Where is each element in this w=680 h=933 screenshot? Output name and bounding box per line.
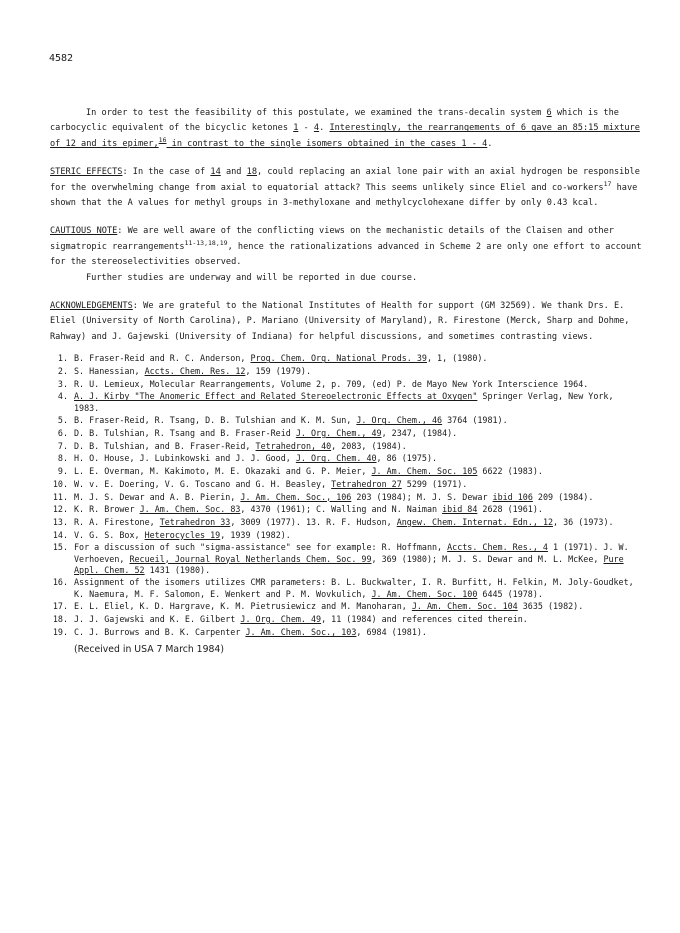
page-body bbox=[50, 106, 642, 657]
reference-number: 12. bbox=[52, 504, 68, 515]
reference-number: 3. bbox=[57, 378, 68, 389]
section-heading: STERIC EFFECTS bbox=[50, 167, 123, 178]
reference-item bbox=[50, 542, 642, 576]
reference-text: D. B. Tulshian, and B. Fraser-Reid, Tetrahedron, 40, 2083, (1984). bbox=[74, 440, 407, 451]
reference-item bbox=[50, 453, 642, 464]
references-list bbox=[50, 353, 642, 638]
reference-item bbox=[50, 366, 642, 377]
reference-number: 7. bbox=[57, 440, 68, 451]
reference-text: E. L. Eliel, K. D. Hargrave, K. M. Pietrusiewicz and M. Manoharan, J. Am. Chem. Soc. 104 3635 (1982). bbox=[74, 601, 584, 612]
reference-text: W. v. E. Doering, V. G. Toscano and G. H. Beasley, Tetrahedron 27 5299 (1971). bbox=[74, 478, 468, 489]
section-heading: ACKNOWLEDGEMENTS bbox=[50, 301, 133, 312]
reference-item bbox=[50, 479, 642, 490]
steric-effects-paragraph: STERIC EFFECTS: In the case of 14 and 18, could replacing an axial lone pair with an axial hydrogen be responsible for the overwhelming change from axial to equatorial attack? This seems unlikely since Eliel and co-workers$^{17}$ have shown that the A values for methyl groups in 3-methyloxane and methylcyclohexane differ by only 0.43 kcal. bbox=[50, 167, 640, 209]
reference-text: M. J. S. Dewar and A. B. Pierin, J. Am. Chem. Soc., 106 203 (1984); M. J. S. Dewar ibid 106 209 (1984). bbox=[74, 491, 594, 502]
reference-number: 9. bbox=[57, 466, 68, 477]
reference-item bbox=[50, 614, 642, 625]
reference-text: K. R. Brower J. Am. Chem. Soc. 83, 4370 (1961); C. Walling and N. Naiman ibid 84 2628 (1961). bbox=[74, 504, 543, 515]
section-heading: CAUTIOUS NOTE bbox=[50, 226, 118, 237]
reference-item bbox=[50, 415, 642, 426]
reference-number: 13. bbox=[52, 516, 68, 527]
reference-text: V. G. S. Box, Heterocycles 19, 1939 (1982). bbox=[74, 529, 291, 540]
reference-item bbox=[50, 391, 642, 413]
intro-paragraph: In order to test the feasibility of this postulate, we examined the trans-decalin system 6 which is the carbocyclic equivalent of the bicyclic ketones 1 - 4. Interestingly, the rearrangements of 6 gave an 85:15 mixture of 12 and its epimer,$^{16}$ in contrast to the single isomers obtained in the cases 1 - 4. bbox=[50, 108, 640, 149]
reference-item bbox=[50, 353, 642, 364]
reference-item bbox=[50, 530, 642, 541]
cautious-note-paragraph: CAUTIOUS NOTE: We are well aware of the conflicting views on the mechanistic details of the Claisen and other sigmatropic rearrangements$^{11-13,18,19}$, hence the rationalizations advanced in Scheme 2 are only one effort to account for the stereoselectivities observed. bbox=[50, 226, 642, 268]
page-number: 4582 bbox=[49, 53, 74, 64]
reference-item bbox=[50, 504, 642, 515]
reference-number: 14. bbox=[52, 529, 68, 540]
reference-number: 18. bbox=[52, 614, 68, 625]
reference-text: J. J. Gajewski and K. E. Gilbert J. Org. Chem. 49, 11 (1984) and references cited therein. bbox=[74, 614, 528, 625]
reference-number: 19. bbox=[52, 626, 68, 637]
reference-text: B. Fraser-Reid, R. Tsang, D. B. Tulshian and K. M. Sun, J. Org. Chem., 46 3764 (1981). bbox=[74, 415, 508, 426]
reference-number: 8. bbox=[57, 453, 68, 464]
reference-text: For a discussion of such "sigma-assistance" see for example: R. Hoffmann, Accts. Chem. Res., 4 1 (1971). J. W. Verhoeven, Recueil, Journal Royal Netherlands Chem. Soc. 99, 369 (1980); M. J. S. Dewar and M. L. McKee, Pure Appl. Chem. 52 1431 (1980). bbox=[74, 542, 629, 575]
reference-text: A. J. Kirby "The Anomeric Effect and Related Stereoelectronic Effects at Oxygen" Springer Verlag, New York, 1983. bbox=[74, 391, 614, 413]
reference-text: H. O. House, J. Lubinkowski and J. J. Good, J. Org. Chem. 40, 86 (1975). bbox=[74, 453, 438, 464]
received-date: (Received in USA 7 March 1984) bbox=[74, 643, 224, 655]
reference-number: 5. bbox=[57, 415, 68, 426]
reference-item bbox=[50, 466, 642, 477]
reference-text: L. E. Overman, M. Kakimoto, M. E. Okazaki and G. P. Meier, J. Am. Chem. Soc. 105 6622 (1983). bbox=[74, 466, 543, 477]
reference-text: R. A. Firestone, Tetrahedron 33, 3009 (1977). 13. R. F. Hudson, Angew. Chem. Internat. Edn., 12, 36 (1973). bbox=[74, 516, 614, 527]
acknowledgements-paragraph: ACKNOWLEDGEMENTS: We are grateful to the National Institutes of Health for support (GM 32569). We thank Drs. E. Eliel (University of North Carolina), P. Mariano (University of Maryland), R. Firestone (Merck, Sharp and Dohme, Rahway) and J. Gajewski (University of Indiana) for helpful discussions, and sometimes contrasting views. bbox=[50, 301, 630, 342]
reference-text: R. U. Lemieux, Molecular Rearrangements, Volume 2, p. 709, (ed) P. de Mayo New York Interscience 1964. bbox=[74, 378, 589, 389]
reference-number: 11. bbox=[52, 491, 68, 502]
reference-number: 10. bbox=[52, 478, 68, 489]
reference-text: S. Hanessian, Accts. Chem. Res. 12, 159 (1979). bbox=[74, 365, 311, 376]
reference-number: 1. bbox=[57, 353, 68, 364]
reference-text: Assignment of the isomers utilizes CMR parameters: B. L. Buckwalter, I. R. Burfitt, H. Felkin, M. Joly-Goudket, K. Naemura, M. F. Salomon, E. Wenkert and P. M. Wovkulich, J. Am. Chem. Soc. 100 6445 (1978). bbox=[74, 577, 634, 599]
reference-number: 6. bbox=[57, 428, 68, 438]
reference-number: 4. bbox=[57, 391, 68, 402]
reference-number: 2. bbox=[57, 365, 68, 376]
reference-item bbox=[50, 577, 642, 599]
reference-item bbox=[50, 627, 642, 638]
reference-text: C. J. Burrows and B. K. Carpenter J. Am. Chem. Soc., 103, 6984 (1981). bbox=[74, 626, 427, 637]
reference-item bbox=[50, 601, 642, 612]
reference-item bbox=[50, 492, 642, 503]
reference-text: D. B. Tulshian, R. Tsang and B. Fraser-Reid J. Org. Chem., 49, 2347, (1984). bbox=[74, 428, 458, 438]
reference-item bbox=[50, 379, 642, 390]
reference-number: 16. bbox=[52, 577, 68, 588]
further-studies-paragraph: Further studies are underway and will be reported in due course. bbox=[86, 272, 418, 283]
reference-number: 17. bbox=[52, 601, 68, 612]
reference-item bbox=[50, 428, 642, 439]
reference-item bbox=[50, 517, 642, 528]
reference-number: 15. bbox=[52, 542, 68, 553]
reference-item bbox=[50, 441, 642, 452]
reference-text: B. Fraser-Reid and R. C. Anderson, Prog. Chem. Org. National Prods. 39, 1, (1980). bbox=[74, 353, 488, 364]
